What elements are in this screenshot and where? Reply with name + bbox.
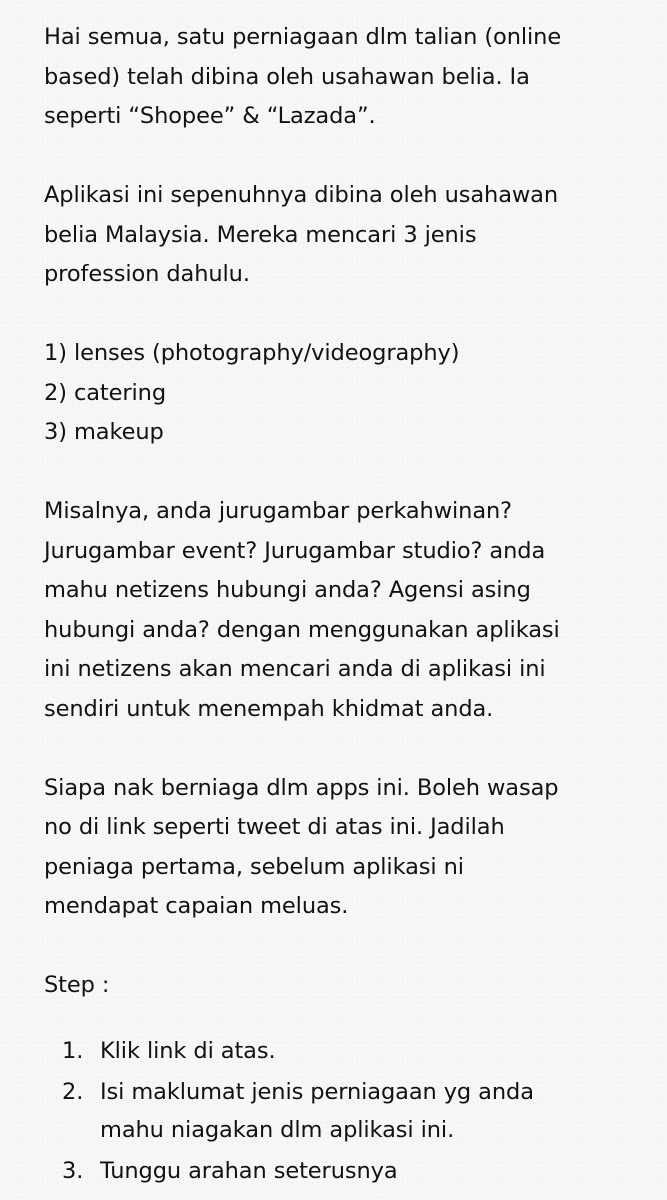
list-item [44, 1032, 644, 1070]
list-item [44, 1152, 644, 1190]
step-number: 3. [62, 1157, 84, 1184]
intro-paragraph: Hai semua, satu perniagaan dlm talian (online based) telah dibina oleh usahawan belia. Ia seperti “Shopee” & “Lazada”. [44, 24, 562, 129]
steps-list [44, 1032, 644, 1190]
app-description-paragraph: Aplikasi ini sepenuhnya dibina oleh usahawan belia Malaysia. Mereka mencari 3 jenis profession dahulu. [44, 182, 559, 287]
step-text: Tunggu arahan seterusnya [100, 1157, 398, 1184]
list-item [44, 1073, 644, 1149]
note-body [44, 18, 644, 1193]
example-paragraph: Misalnya, anda jurugambar perkahwinan? Jurugambar event? Jurugambar studio? anda mahu netizens hubungi anda? Agensi asing hubungi anda? dengan menggunakan aplikasi ini netizens akan mencari anda di aplikasi ini sendiri untuk menempah khidmat anda. [44, 498, 560, 722]
step-text: Isi maklumat jenis perniagaan yg anda mahu niagakan dlm aplikasi ini. [100, 1078, 534, 1143]
step-number: 2. [62, 1078, 84, 1105]
step-number: 1. [62, 1037, 84, 1064]
steps-heading: Step : [44, 972, 110, 998]
contact-paragraph: Siapa nak berniaga dlm apps ini. Boleh wasap no di link seperti tweet di atas ini. Jadilah peniaga pertama, sebelum aplikasi ni mendapat capaian meluas. [44, 774, 559, 919]
profession-list: 1) lenses (photography/videography) 2) catering 3) makeup [44, 340, 460, 445]
step-text: Klik link di atas. [100, 1037, 276, 1064]
